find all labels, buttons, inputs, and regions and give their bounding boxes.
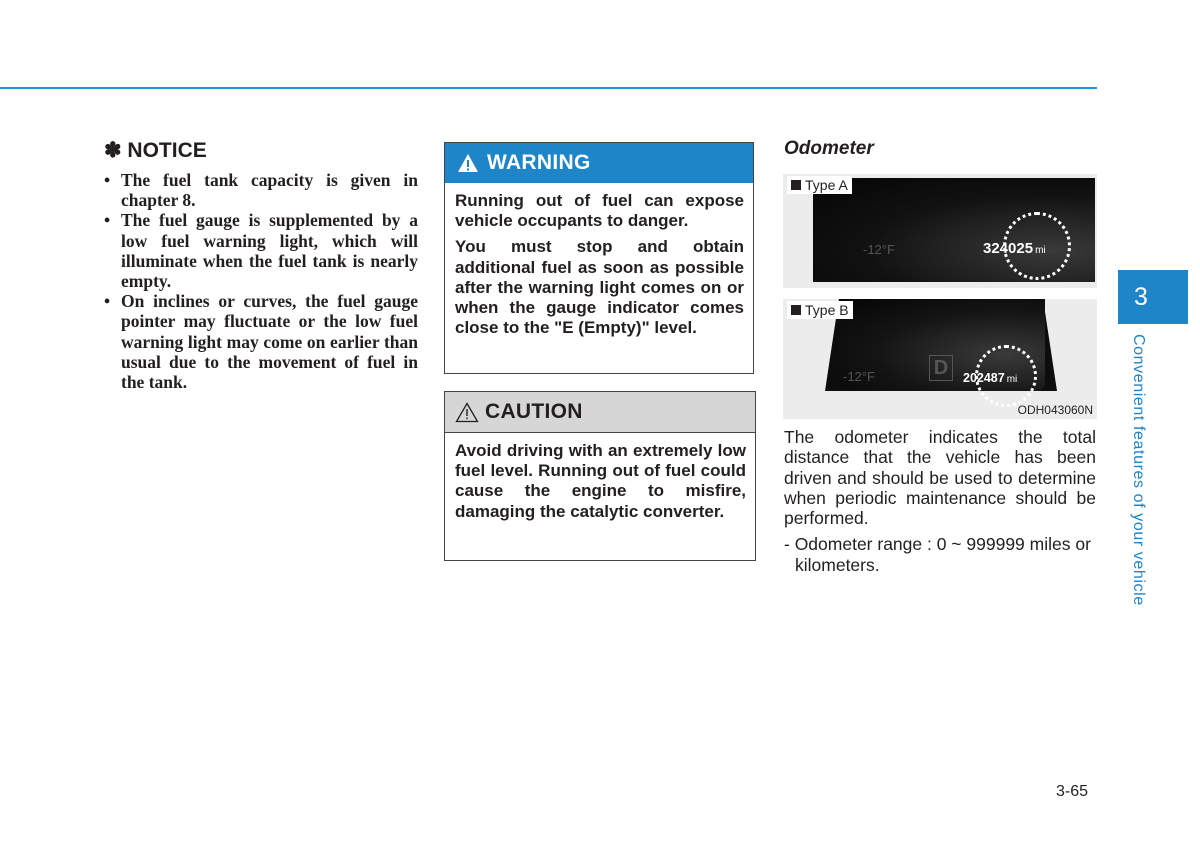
odometer-description: The odometer indicates the total distance that the vehicle has been driven and should be used to determine when periodic maintenance should be performed. — [784, 427, 1096, 529]
square-icon — [791, 180, 801, 190]
notice-list — [104, 170, 418, 392]
notice-title: ✽ NOTICE — [104, 139, 207, 162]
page-number: 3-65 — [1056, 783, 1089, 800]
top-rule — [0, 87, 1097, 89]
bullet-icon: • — [104, 210, 111, 231]
warning-header — [445, 143, 753, 183]
notice-item: • The fuel tank capacity is given in chapter 8. — [104, 170, 418, 211]
cluster-image-type-a — [783, 174, 1097, 288]
cluster-display-b-glow — [839, 299, 1045, 391]
caution-box — [444, 391, 756, 561]
warning-paragraph: Running out of fuel can expose vehicle occupants to danger. — [455, 191, 744, 231]
notice-item: • The fuel gauge is supplemented by a low fuel warning light, which will illuminate when the fuel tank is nearly empty. — [104, 210, 418, 292]
warning-label: WARNING — [487, 151, 591, 174]
cluster-image-type-b — [783, 299, 1097, 419]
caution-label: CAUTION — [485, 400, 583, 423]
caution-paragraph: Avoid driving with an extremely low fuel level. Running out of fuel could cause the engine to misfire, damaging the catalytic converter. — [455, 441, 746, 521]
odometer-reading: 202487 mi — [963, 371, 1018, 385]
temperature-readout: -12°F — [863, 242, 895, 257]
odometer-title: Odometer — [784, 138, 874, 159]
chapter-title: Convenient features of your vehicle — [1130, 334, 1147, 606]
notice-section — [104, 138, 418, 392]
caution-header — [445, 392, 755, 433]
chapter-tab: 3 — [1118, 270, 1188, 324]
cluster-display-a — [813, 178, 1095, 282]
temperature-readout: -12°F — [843, 369, 875, 384]
caution-triangle-icon — [455, 402, 479, 423]
warning-body — [445, 183, 753, 338]
caution-body — [445, 433, 755, 522]
bullet-icon: • — [104, 291, 111, 312]
bullet-icon: • — [104, 170, 111, 190]
odometer-text — [784, 427, 1096, 575]
odometer-range: - Odometer range : 0 ~ 999999 miles or kilometers. — [784, 534, 1091, 575]
figure-code: ODH043060N — [1017, 403, 1093, 417]
notice-item: • On inclines or curves, the fuel gauge pointer may fluctuate or the low fuel warning light may come on earlier than usual due to the movement of fuel in the tank. — [104, 291, 418, 393]
warning-paragraph: You must stop and obtain additional fuel as soon as possible after the warning light comes on or when the gauge indicator comes close to the "E (Empty)" level. — [455, 237, 744, 338]
type-a-label: Type A — [787, 176, 852, 194]
warning-triangle-icon — [457, 153, 479, 173]
warning-box — [444, 142, 754, 374]
odometer-reading: 324025 mi — [983, 240, 1046, 257]
gear-indicator: D — [929, 355, 953, 381]
type-b-label: Type B — [787, 301, 853, 319]
square-icon — [791, 305, 801, 315]
